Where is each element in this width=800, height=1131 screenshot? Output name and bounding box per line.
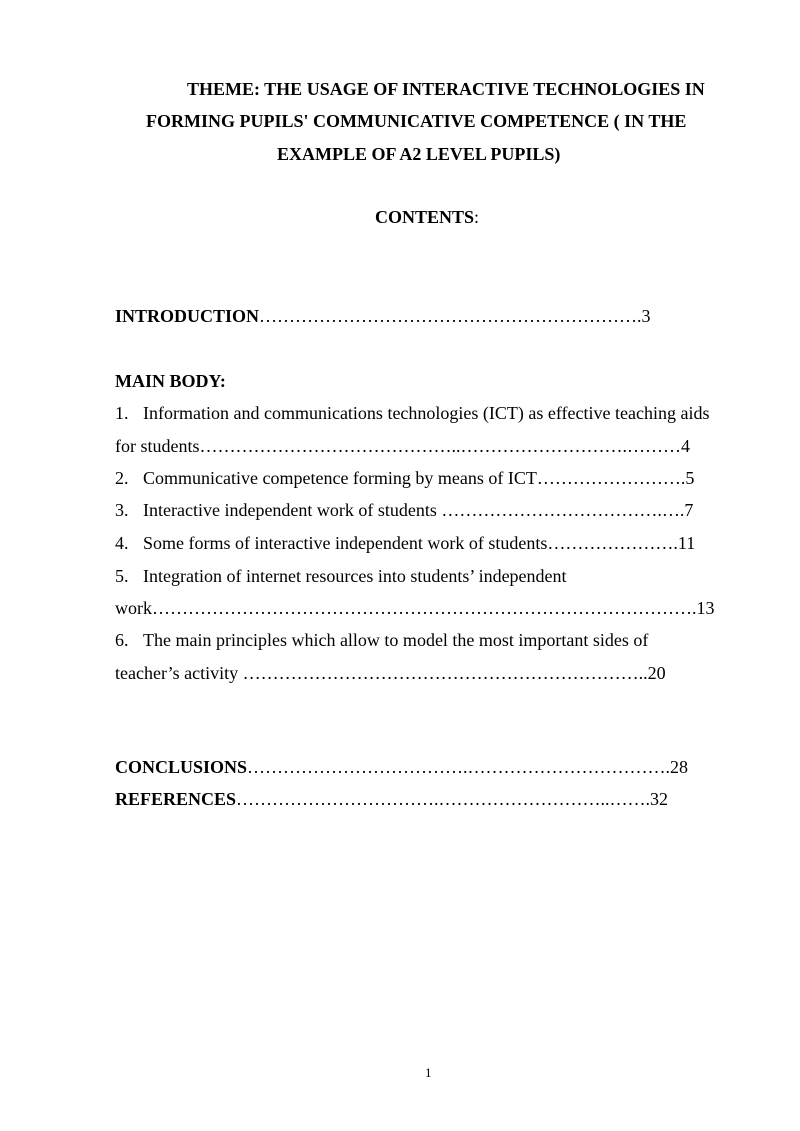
toc-main-body-label: MAIN BODY: (115, 371, 226, 391)
toc-entry-introduction (115, 305, 651, 327)
toc-entry-conclusions (115, 756, 688, 778)
toc-item-number: 6. (115, 630, 129, 650)
toc-item-text: Interactive independent work of students ……………………………….….7 (143, 500, 694, 520)
toc-references-leader: …………………………….………………………..……. (236, 789, 651, 809)
toc-introduction-leader: ………………………………………………………. (259, 306, 642, 326)
contents-heading-label: CONTENTS (375, 207, 475, 227)
toc-introduction-label: INTRODUCTION (115, 306, 260, 326)
toc-item-number: 1. (115, 403, 129, 423)
toc-conclusions-page: 28 (670, 757, 689, 777)
toc-item-text: Communicative competence forming by means of ICT…………………….5 (143, 468, 695, 488)
toc-item-5 (115, 565, 567, 587)
toc-item-number: 3. (115, 500, 129, 520)
toc-references-label: REFERENCES (115, 789, 237, 809)
title-line-1: THEME: THE USAGE OF INTERACTIVE TECHNOLOGIES IN (187, 79, 705, 99)
toc-entry-references (115, 788, 668, 810)
toc-item-number: 2. (115, 468, 129, 488)
toc-conclusions-leader: ……………………………….……………………………. (247, 757, 671, 777)
toc-item-6 (115, 629, 648, 651)
toc-item-4 (115, 532, 695, 554)
toc-item-3 (115, 499, 693, 521)
contents-heading-colon: : (474, 207, 480, 227)
toc-item-1-continuation: for students……………………………………..……………………….………4 (115, 436, 690, 456)
toc-item-text: The main principles which allow to model the most important sides of (143, 630, 649, 650)
title-line-2: FORMING PUPILS' COMMUNICATIVE COMPETENCE ( IN THE (146, 111, 687, 131)
toc-item-number: 4. (115, 533, 129, 553)
toc-item-number: 5. (115, 566, 129, 586)
toc-references-page: 32 (650, 789, 669, 809)
toc-main-body-heading (115, 370, 226, 392)
toc-item-5-continuation: work……………………………………………………………………………….13 (115, 598, 715, 618)
title-line-3: EXAMPLE OF A2 LEVEL PUPILS) (277, 144, 561, 164)
contents-heading (375, 206, 479, 228)
toc-conclusions-label: CONCLUSIONS (115, 757, 248, 777)
toc-item-1 (115, 402, 709, 424)
toc-item-6-continuation: teacher’s activity …………………………………………………………..20 (115, 663, 666, 683)
page-number: 1 (425, 1065, 432, 1080)
toc-item-text: Integration of internet resources into students’ independent (143, 566, 567, 586)
toc-item-text: Some forms of interactive independent work of students………………….11 (143, 533, 696, 553)
toc-item-2 (115, 467, 694, 489)
toc-item-text: Information and communications technologies (ICT) as effective teaching aids (143, 403, 710, 423)
toc-introduction-page: 3 (641, 306, 651, 326)
